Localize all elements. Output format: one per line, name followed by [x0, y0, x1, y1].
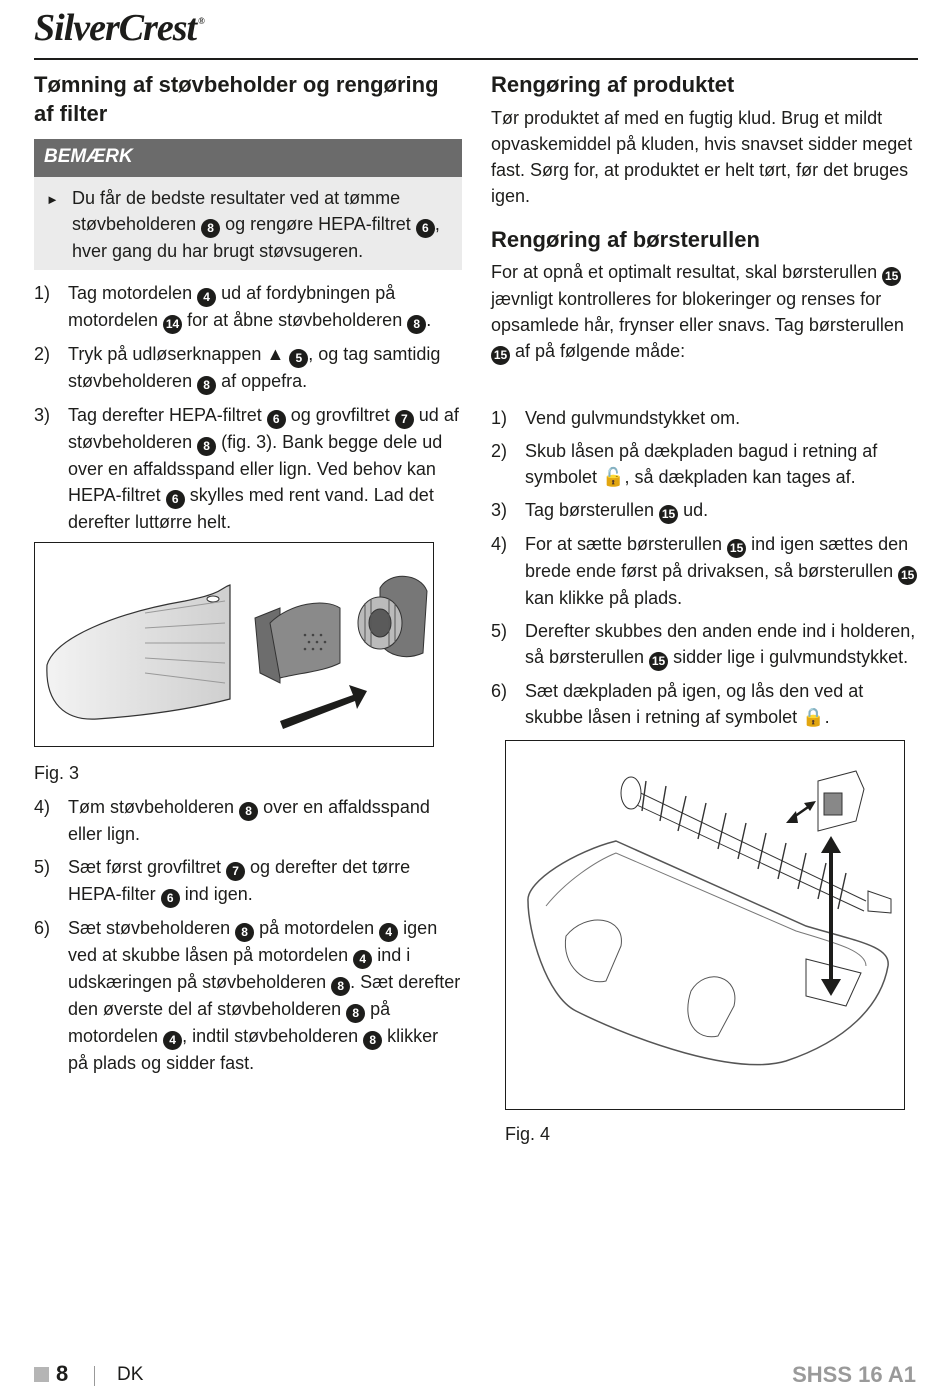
steps-list-a [34, 280, 462, 535]
right-column [491, 70, 921, 1145]
step-item: 3) Tag derefter HEPA-filtret 6 og grovfiltret 7 ud af støvbeholderen 8 (fig. 3). Bank begge dele ud over en affaldsspand eller lign. Ved behov kan HEPA-filtret 6 skylles med rent vand. Lad det derefter luttørre helt. [34, 405, 459, 532]
steps-list-right [491, 405, 921, 730]
step-item: 6) Sæt støvbeholderen 8 på motordelen 4 igen ved at skubbe låsen på motordelen 4 ind i udskæringen på støvbeholderen 8 . Sæt derefter den øverste del af støvbeholderen 8 på motordelen 4 , indtil støvbeholderen 8 klikker på plads og sidder fast. [34, 918, 461, 1073]
section-heading-brush-roll: Rengøring af børsterullen [491, 227, 760, 252]
note-box [34, 139, 462, 270]
fig3-illustration [35, 543, 433, 746]
step-item: 1) Tag motordelen 4 ud af fordybningen på motordelen 14 for at åbne støvbeholderen 8 . [34, 280, 462, 334]
figure-3 [34, 542, 434, 747]
page-number: 8 [56, 1361, 69, 1386]
section-heading-emptying: Tømning af støvbeholder og rengøring af filter [34, 72, 439, 126]
step-item: 1) Vend gulvmundstykket om. [491, 408, 741, 428]
bullet-arrow-icon: ► [46, 192, 59, 207]
header-rule [34, 58, 918, 60]
footer-divider [94, 1366, 95, 1386]
section-heading-cleaning-product: Rengøring af produktet [491, 72, 735, 97]
step-item: 6) Sæt dækpladen på igen, og lås den ved at skubbe låsen i retning af symbolet 🔒. [491, 681, 864, 727]
steps-list-b [34, 794, 462, 1076]
fig4-illustration [506, 741, 904, 1109]
paragraph-brush-roll: For at opnå et optimalt resultat, skal børsterullen 15 jævnligt kontrolleres for blokeringer og renses for opsamlede hår, frynser eller snavs. Tag børsterullen 15 af på følgende måde: [491, 259, 921, 365]
left-column [34, 70, 462, 1083]
step-item: 2) Skub låsen på dækpladen bagud i retning af symbolet 🔓, så dækpladen kan tages af. [491, 441, 878, 487]
step-item: 4) For at sætte børsterullen 15 ind igen sættes den brede ende først på drivaksen, så børsterullen 15 kan klikke på plads. [491, 531, 921, 611]
note-text: Du får de bedste resultater ved at tømme støvbeholderen 8 og rengøre HEPA-filtret 6 , hver gang du har brugt støvsugeren. [72, 188, 440, 261]
fig4-caption: Fig. 4 [505, 1124, 551, 1144]
step-item: 4) Tøm støvbeholderen 8 over en affaldsspand eller lign. [34, 797, 430, 844]
footer-square [34, 1367, 49, 1382]
fig3-caption: Fig. 3 [34, 763, 80, 783]
paragraph-cleaning-product: Tør produktet af med en fugtig klud. Brug et mildt opvaskemiddel på kluden, hvis snavset sidder meget fast. Sørg for, at produktet er helt tørt, før det bruges igen. [491, 108, 913, 206]
language-code: DK [117, 1364, 144, 1385]
figure-4 [505, 740, 905, 1110]
step-item: 3) Tag børsterullen 15 ud. [491, 497, 921, 524]
model-number: SHSS 16 A1 [792, 1362, 916, 1387]
note-label: BEMÆRK [34, 139, 462, 177]
step-item: 5) Sæt først grovfiltret 7 og derefter det tørre HEPA-filter 6 ind igen. [34, 854, 462, 908]
step-item: 5) Derefter skubbes den anden ende ind i holderen, så børsterullen 15 sidder lige i gulvmundstykket. [491, 618, 921, 671]
step-item: 2) Tryk på udløserknappen ▲ 5 , og tag samtidig støvbeholderen 8 af oppefra. [34, 341, 462, 395]
brand-logo: SilverCrest ® [34, 7, 204, 49]
